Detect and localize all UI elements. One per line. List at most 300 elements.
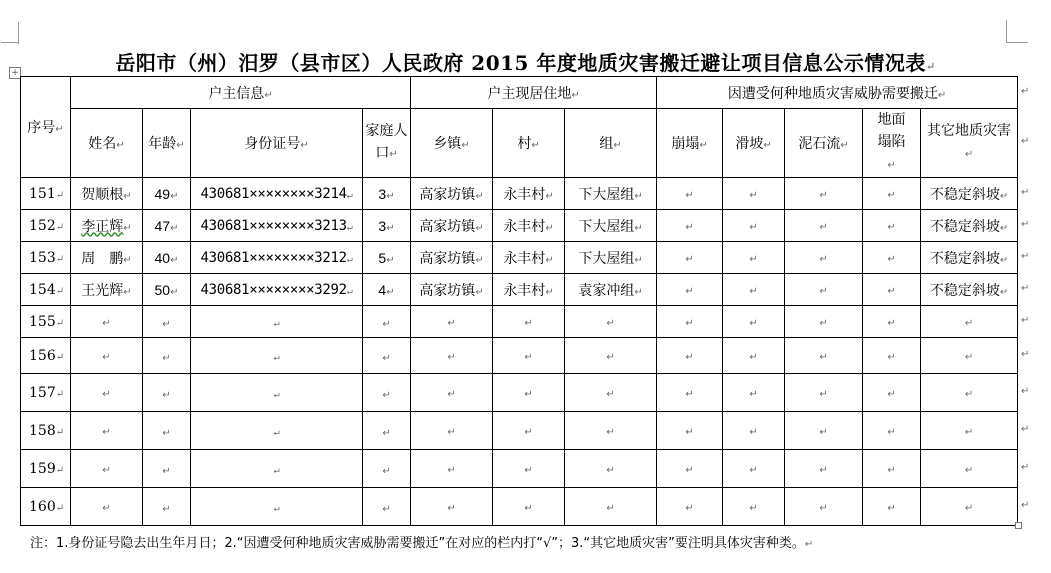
header-town: 乡镇↵ bbox=[411, 109, 493, 178]
paragraph-mark-icon: ↵ bbox=[273, 502, 280, 514]
header-id-number: 身份证号↵ bbox=[191, 109, 363, 178]
paragraph-mark-icon: ↵ bbox=[685, 253, 694, 265]
paragraph-mark-icon: ↵ bbox=[545, 222, 554, 234]
cell-other-hazard[interactable] bbox=[921, 338, 1018, 374]
cell-debris-flow[interactable] bbox=[785, 274, 863, 306]
paragraph-mark-icon: ↵ bbox=[170, 190, 179, 202]
cell-id-number[interactable]: 430681××××××××3213↵ bbox=[191, 210, 363, 242]
paragraph-mark-icon: ↵ bbox=[887, 388, 896, 400]
paragraph-mark-icon: ↵ bbox=[749, 285, 758, 297]
cell-id-number[interactable]: 430681××××××××3212↵ bbox=[191, 242, 363, 274]
cell-landslide[interactable] bbox=[723, 488, 785, 526]
cell-landslide[interactable] bbox=[723, 178, 785, 210]
header-family-size: 家庭人口↵ bbox=[363, 109, 411, 178]
cell-landslide[interactable] bbox=[723, 374, 785, 412]
cell-subsidence[interactable] bbox=[863, 178, 921, 210]
cell-seq[interactable]: 157↵ bbox=[21, 374, 71, 412]
cell-subsidence[interactable] bbox=[863, 488, 921, 526]
row-end-mark-icon: ↵ bbox=[1021, 314, 1030, 326]
paragraph-mark-icon: ↵ bbox=[346, 253, 353, 265]
paragraph-mark-icon: ↵ bbox=[386, 254, 395, 266]
paragraph-mark-icon: ↵ bbox=[524, 426, 533, 438]
paragraph-mark-icon: ↵ bbox=[606, 351, 615, 363]
cell-id-number[interactable] bbox=[191, 374, 363, 412]
header-owner-info: 户主信息↵ bbox=[71, 77, 411, 109]
paragraph-mark-icon: ↵ bbox=[524, 464, 533, 476]
cell-debris-flow[interactable] bbox=[785, 412, 863, 450]
cell-village[interactable] bbox=[493, 488, 565, 526]
cell-debris-flow[interactable] bbox=[785, 306, 863, 338]
cell-group[interactable]: 袁家冲组↵ bbox=[565, 274, 657, 306]
paragraph-mark-icon: ↵ bbox=[162, 465, 171, 477]
cell-debris-flow[interactable] bbox=[785, 488, 863, 526]
footnote-text: 注：1.身份证号隐去出生年月日；2.“因遭受何种地质灾害威胁需要搬迁”在对应的栏内打“√”；3.“其它地质灾害”要注明具体灾害种类。 bbox=[30, 536, 805, 551]
paragraph-mark-icon: ↵ bbox=[819, 464, 828, 476]
document-title-text: 岳阳市（州）汨罗（县市区）人民政府 2015 年度地质灾害搬迁避让项目信息公示情况表 bbox=[115, 51, 926, 75]
cell-collapse[interactable] bbox=[657, 412, 723, 450]
table-row bbox=[21, 242, 1018, 274]
table-row bbox=[21, 374, 1018, 412]
cell-id-number[interactable] bbox=[191, 412, 363, 450]
paragraph-mark-icon: ↵ bbox=[447, 351, 456, 363]
cell-landslide[interactable] bbox=[723, 242, 785, 274]
paragraph-mark-icon: ↵ bbox=[55, 317, 65, 329]
paragraph-mark-icon: ↵ bbox=[273, 388, 280, 400]
cell-village[interactable]: 永丰村↵ bbox=[493, 178, 565, 210]
cell-debris-flow[interactable] bbox=[785, 178, 863, 210]
paragraph-mark-icon: ↵ bbox=[685, 285, 694, 297]
cell-town[interactable]: 高家坊镇↵ bbox=[411, 242, 493, 274]
cell-group[interactable] bbox=[565, 306, 657, 338]
paragraph-mark-icon: ↵ bbox=[524, 502, 533, 514]
cell-debris-flow[interactable] bbox=[785, 242, 863, 274]
paragraph-mark-icon: ↵ bbox=[102, 317, 111, 329]
paragraph-mark-icon: ↵ bbox=[524, 351, 533, 363]
paragraph-mark-icon: ↵ bbox=[749, 502, 758, 514]
paragraph-mark-icon: ↵ bbox=[685, 502, 694, 514]
paragraph-mark-icon: ↵ bbox=[887, 317, 896, 329]
cell-other-hazard[interactable]: 不稳定斜坡↵ bbox=[921, 242, 1018, 274]
cell-name[interactable]: 王光辉↵ bbox=[71, 274, 143, 306]
header-row-columns bbox=[21, 109, 1018, 178]
header-hazard-type: 因遭受何种地质灾害威胁需要搬迁↵ bbox=[657, 77, 1018, 109]
cell-village[interactable] bbox=[493, 374, 565, 412]
cell-family-size[interactable] bbox=[363, 306, 411, 338]
cell-town[interactable] bbox=[411, 338, 493, 374]
paragraph-mark-icon: ↵ bbox=[819, 388, 828, 400]
paragraph-mark-icon: ↵ bbox=[170, 222, 179, 234]
paragraph-mark-icon: ↵ bbox=[999, 254, 1009, 266]
cell-name[interactable] bbox=[71, 306, 143, 338]
cell-collapse[interactable] bbox=[657, 242, 723, 274]
cell-age[interactable]: 49↵ bbox=[143, 178, 191, 210]
row-end-mark-icon: ↵ bbox=[1021, 218, 1030, 230]
paragraph-mark-icon: ↵ bbox=[887, 464, 896, 476]
cell-seq[interactable]: 159↵ bbox=[21, 450, 71, 488]
cell-collapse[interactable] bbox=[657, 450, 723, 488]
cell-town[interactable]: 高家坊镇↵ bbox=[411, 210, 493, 242]
paragraph-mark-icon: ↵ bbox=[55, 189, 65, 201]
paragraph-mark-icon: ↵ bbox=[55, 388, 65, 400]
cell-name[interactable]: 李正辉↵ bbox=[71, 210, 143, 242]
cell-family-size[interactable] bbox=[363, 338, 411, 374]
paragraph-mark-icon: ↵ bbox=[447, 388, 456, 400]
cell-group[interactable] bbox=[565, 338, 657, 374]
paragraph-mark-icon: ↵ bbox=[386, 190, 395, 202]
cell-other-hazard[interactable] bbox=[921, 306, 1018, 338]
cell-debris-flow[interactable] bbox=[785, 338, 863, 374]
cell-id-number[interactable] bbox=[191, 306, 363, 338]
paragraph-mark-icon: ↵ bbox=[447, 464, 456, 476]
paragraph-mark-icon: ↵ bbox=[346, 285, 353, 297]
cell-landslide[interactable] bbox=[723, 306, 785, 338]
cell-other-hazard[interactable] bbox=[921, 374, 1018, 412]
paragraph-mark-icon: ↵ bbox=[685, 317, 694, 329]
cell-subsidence[interactable] bbox=[863, 242, 921, 274]
cell-collapse[interactable] bbox=[657, 306, 723, 338]
paragraph-mark-icon: ↵ bbox=[964, 502, 974, 514]
cell-group[interactable]: 下大屋组↵ bbox=[565, 178, 657, 210]
cell-age[interactable]: 47↵ bbox=[143, 210, 191, 242]
paragraph-mark-icon: ↵ bbox=[447, 426, 456, 438]
cell-debris-flow[interactable] bbox=[785, 374, 863, 412]
cell-subsidence[interactable] bbox=[863, 274, 921, 306]
table-row bbox=[21, 178, 1018, 210]
cell-name[interactable]: 贺顺根↵ bbox=[71, 178, 143, 210]
cell-town[interactable] bbox=[411, 374, 493, 412]
cell-seq[interactable]: 158↵ bbox=[21, 412, 71, 450]
cell-seq[interactable]: 156↵ bbox=[21, 338, 71, 374]
paragraph-mark-icon: ↵ bbox=[382, 352, 391, 364]
cell-town[interactable]: 高家坊镇↵ bbox=[411, 178, 493, 210]
cell-name[interactable] bbox=[71, 374, 143, 412]
paragraph-mark-icon: ↵ bbox=[819, 253, 828, 265]
cell-collapse[interactable] bbox=[657, 274, 723, 306]
cell-seq[interactable]: 152↵ bbox=[21, 210, 71, 242]
paragraph-mark-icon: ↵ bbox=[55, 221, 65, 233]
header-name: 姓名↵ bbox=[71, 109, 143, 178]
cell-village[interactable]: 永丰村↵ bbox=[493, 210, 565, 242]
header-village: 村↵ bbox=[493, 109, 565, 178]
paragraph-mark-icon: ↵ bbox=[887, 189, 896, 201]
paragraph-mark-icon: ↵ bbox=[685, 426, 694, 438]
paragraph-mark-icon: ↵ bbox=[606, 426, 615, 438]
row-end-mark-icon: ↵ bbox=[1021, 385, 1030, 397]
paragraph-mark-icon: ↵ bbox=[887, 351, 896, 363]
table-row bbox=[21, 488, 1018, 526]
paragraph-mark-icon: ↵ bbox=[447, 502, 456, 514]
table-body bbox=[21, 178, 1018, 526]
cell-name[interactable] bbox=[71, 488, 143, 526]
cell-seq[interactable]: 151↵ bbox=[21, 178, 71, 210]
paragraph-mark-icon: ↵ bbox=[55, 464, 65, 476]
paragraph-mark-icon: ↵ bbox=[999, 222, 1009, 234]
row-end-mark-icon: ↵ bbox=[1021, 461, 1030, 473]
paragraph-mark-icon: ↵ bbox=[162, 427, 171, 439]
cell-age[interactable] bbox=[143, 338, 191, 374]
paragraph-mark-icon: ↵ bbox=[804, 539, 814, 550]
paragraph-mark-icon: ↵ bbox=[382, 389, 391, 401]
paragraph-mark-icon: ↵ bbox=[273, 426, 280, 438]
cell-seq[interactable]: 155↵ bbox=[21, 306, 71, 338]
cell-subsidence[interactable] bbox=[863, 210, 921, 242]
row-end-mark-icon: ↵ bbox=[1021, 85, 1030, 97]
cell-other-hazard[interactable] bbox=[921, 450, 1018, 488]
paragraph-mark-icon: ↵ bbox=[382, 465, 391, 477]
cell-age[interactable]: 50↵ bbox=[143, 274, 191, 306]
paragraph-mark-icon: ↵ bbox=[749, 464, 758, 476]
cell-village[interactable]: 永丰村↵ bbox=[493, 242, 565, 274]
cell-debris-flow[interactable] bbox=[785, 450, 863, 488]
cell-family-size[interactable] bbox=[363, 412, 411, 450]
cell-family-size[interactable]: 5↵ bbox=[363, 242, 411, 274]
paragraph-mark-icon: ↵ bbox=[545, 254, 554, 266]
header-residence: 户主现居住地↵ bbox=[411, 77, 657, 109]
paragraph-mark-icon: ↵ bbox=[749, 253, 758, 265]
cell-debris-flow[interactable] bbox=[785, 210, 863, 242]
cell-landslide[interactable] bbox=[723, 450, 785, 488]
cell-group[interactable] bbox=[565, 374, 657, 412]
paragraph-mark-icon: ↵ bbox=[123, 222, 132, 234]
paragraph-mark-icon: ↵ bbox=[606, 464, 615, 476]
cell-age[interactable]: 40↵ bbox=[143, 242, 191, 274]
paragraph-mark-icon: ↵ bbox=[162, 503, 171, 515]
cell-group[interactable] bbox=[565, 488, 657, 526]
cell-collapse[interactable] bbox=[657, 210, 723, 242]
cell-group[interactable]: 下大屋组↵ bbox=[565, 242, 657, 274]
cell-name[interactable]: 周 鹏↵ bbox=[71, 242, 143, 274]
header-age: 年龄↵ bbox=[143, 109, 191, 178]
paragraph-mark-icon: ↵ bbox=[102, 464, 111, 476]
paragraph-mark-icon: ↵ bbox=[749, 317, 758, 329]
paragraph-mark-icon: ↵ bbox=[273, 351, 280, 363]
page-corner-mark-left bbox=[0, 22, 19, 44]
cell-name[interactable] bbox=[71, 450, 143, 488]
row-end-mark-icon: ↵ bbox=[1021, 250, 1030, 262]
cell-other-hazard[interactable] bbox=[921, 488, 1018, 526]
paragraph-mark-icon: ↵ bbox=[749, 426, 758, 438]
cell-age[interactable] bbox=[143, 412, 191, 450]
paragraph-mark-icon: ↵ bbox=[819, 189, 828, 201]
cell-id-number[interactable] bbox=[191, 488, 363, 526]
paragraph-mark-icon: ↵ bbox=[999, 286, 1009, 298]
cell-seq[interactable]: 160↵ bbox=[21, 488, 71, 526]
paragraph-mark-icon: ↵ bbox=[123, 286, 132, 298]
paragraph-mark-icon: ↵ bbox=[475, 286, 484, 298]
paragraph-mark-icon: ↵ bbox=[273, 317, 280, 329]
paragraph-mark-icon: ↵ bbox=[55, 253, 65, 265]
paragraph-mark-icon: ↵ bbox=[545, 286, 554, 298]
paragraph-mark-icon: ↵ bbox=[749, 189, 758, 201]
cell-name[interactable] bbox=[71, 412, 143, 450]
cell-collapse[interactable] bbox=[657, 178, 723, 210]
cell-subsidence[interactable] bbox=[863, 412, 921, 450]
header-landslide: 滑坡↵ bbox=[723, 109, 785, 178]
cell-family-size[interactable]: 4↵ bbox=[363, 274, 411, 306]
paragraph-mark-icon: ↵ bbox=[102, 351, 111, 363]
header-other-hazard: 其它地质灾害↵ bbox=[921, 109, 1018, 178]
cell-age[interactable] bbox=[143, 488, 191, 526]
cell-village[interactable] bbox=[493, 306, 565, 338]
cell-group[interactable] bbox=[565, 450, 657, 488]
table-row bbox=[21, 450, 1018, 488]
paragraph-mark-icon: ↵ bbox=[999, 190, 1009, 202]
cell-family-size[interactable]: 3↵ bbox=[363, 210, 411, 242]
cell-group[interactable] bbox=[565, 412, 657, 450]
cell-other-hazard[interactable]: 不稳定斜坡↵ bbox=[921, 210, 1018, 242]
cell-collapse[interactable] bbox=[657, 338, 723, 374]
cell-seq[interactable]: 153↵ bbox=[21, 242, 71, 274]
cell-age[interactable] bbox=[143, 306, 191, 338]
paragraph-mark-icon: ↵ bbox=[634, 254, 643, 266]
paragraph-mark-icon: ↵ bbox=[887, 253, 896, 265]
table-row bbox=[21, 306, 1018, 338]
paragraph-mark-icon: ↵ bbox=[382, 318, 391, 330]
paragraph-mark-icon: ↵ bbox=[964, 388, 974, 400]
cell-id-number[interactable] bbox=[191, 450, 363, 488]
cell-landslide[interactable] bbox=[723, 338, 785, 374]
cell-village[interactable] bbox=[493, 450, 565, 488]
paragraph-mark-icon: ↵ bbox=[819, 351, 828, 363]
paragraph-mark-icon: ↵ bbox=[964, 426, 974, 438]
paragraph-mark-icon: ↵ bbox=[749, 351, 758, 363]
paragraph-mark-icon: ↵ bbox=[964, 464, 974, 476]
cell-family-size[interactable] bbox=[363, 450, 411, 488]
paragraph-mark-icon: ↵ bbox=[386, 286, 395, 298]
cell-subsidence[interactable] bbox=[863, 306, 921, 338]
paragraph-mark-icon: ↵ bbox=[819, 221, 828, 233]
paragraph-mark-icon: ↵ bbox=[819, 426, 828, 438]
paragraph-mark-icon: ↵ bbox=[819, 502, 828, 514]
paragraph-mark-icon: ↵ bbox=[102, 502, 111, 514]
cell-group[interactable]: 下大屋组↵ bbox=[565, 210, 657, 242]
cell-landslide[interactable] bbox=[723, 274, 785, 306]
cell-family-size[interactable] bbox=[363, 488, 411, 526]
paragraph-mark-icon: ↵ bbox=[685, 351, 694, 363]
paragraph-mark-icon: ↵ bbox=[634, 286, 643, 298]
cell-family-size[interactable]: 3↵ bbox=[363, 178, 411, 210]
cell-town[interactable] bbox=[411, 306, 493, 338]
paragraph-mark-icon: ↵ bbox=[606, 317, 615, 329]
cell-town[interactable] bbox=[411, 488, 493, 526]
cell-subsidence[interactable] bbox=[863, 450, 921, 488]
cell-subsidence[interactable] bbox=[863, 338, 921, 374]
paragraph-mark-icon: ↵ bbox=[55, 351, 65, 363]
paragraph-mark-icon: ↵ bbox=[162, 389, 171, 401]
cell-subsidence[interactable] bbox=[863, 374, 921, 412]
paragraph-mark-icon: ↵ bbox=[170, 254, 179, 266]
cell-seq[interactable]: 154↵ bbox=[21, 274, 71, 306]
row-end-mark-icon: ↵ bbox=[1021, 136, 1030, 147]
row-end-mark-icon: ↵ bbox=[1021, 499, 1030, 511]
paragraph-mark-icon: ↵ bbox=[447, 317, 456, 329]
paragraph-mark-icon: ↵ bbox=[634, 222, 643, 234]
cell-collapse[interactable] bbox=[657, 374, 723, 412]
cell-other-hazard[interactable]: 不稳定斜坡↵ bbox=[921, 274, 1018, 306]
paragraph-mark-icon: ↵ bbox=[685, 388, 694, 400]
cell-town[interactable] bbox=[411, 412, 493, 450]
paragraph-mark-icon: ↵ bbox=[346, 221, 353, 233]
paragraph-mark-icon: ↵ bbox=[606, 388, 615, 400]
row-end-mark-icon: ↵ bbox=[1021, 423, 1030, 435]
paragraph-mark-icon: ↵ bbox=[685, 221, 694, 233]
row-end-mark-icon: ↵ bbox=[1021, 282, 1030, 294]
info-table bbox=[20, 76, 1018, 526]
table-row bbox=[21, 412, 1018, 450]
header-seq: 序号↵ bbox=[21, 77, 71, 178]
table-move-icon[interactable]: + bbox=[9, 67, 21, 79]
paragraph-mark-icon: ↵ bbox=[475, 222, 484, 234]
paragraph-mark-icon: ↵ bbox=[545, 190, 554, 202]
header-group: 组↵ bbox=[565, 109, 657, 178]
paragraph-mark-icon: ↵ bbox=[749, 221, 758, 233]
cell-town[interactable] bbox=[411, 450, 493, 488]
paragraph-mark-icon: ↵ bbox=[123, 254, 132, 266]
cell-landslide[interactable] bbox=[723, 412, 785, 450]
paragraph-mark-icon: ↵ bbox=[475, 190, 484, 202]
paragraph-mark-icon: ↵ bbox=[749, 388, 758, 400]
paragraph-mark-icon: ↵ bbox=[382, 503, 391, 515]
paragraph-mark-icon: ↵ bbox=[55, 426, 65, 438]
paragraph-mark-icon: ↵ bbox=[606, 502, 615, 514]
cell-other-hazard[interactable]: 不稳定斜坡↵ bbox=[921, 178, 1018, 210]
paragraph-mark-icon: ↵ bbox=[162, 352, 171, 364]
document-title bbox=[0, 47, 1051, 76]
table-row bbox=[21, 338, 1018, 374]
paragraph-mark-icon: ↵ bbox=[475, 254, 484, 266]
cell-village[interactable] bbox=[493, 412, 565, 450]
paragraph-mark-icon: ↵ bbox=[887, 502, 896, 514]
cell-landslide[interactable] bbox=[723, 210, 785, 242]
cell-town[interactable]: 高家坊镇↵ bbox=[411, 274, 493, 306]
paragraph-mark-icon: ↵ bbox=[386, 222, 395, 234]
header-collapse: 崩塌↵ bbox=[657, 109, 723, 178]
cell-id-number[interactable] bbox=[191, 338, 363, 374]
cell-age[interactable] bbox=[143, 374, 191, 412]
paragraph-mark-icon: ↵ bbox=[524, 388, 533, 400]
paragraph-mark-icon: ↵ bbox=[162, 318, 171, 330]
cell-village[interactable]: 永丰村↵ bbox=[493, 274, 565, 306]
paragraph-mark-icon: ↵ bbox=[685, 189, 694, 201]
paragraph-mark-icon: ↵ bbox=[964, 317, 974, 329]
paragraph-mark-icon: ↵ bbox=[346, 189, 353, 201]
cell-family-size[interactable] bbox=[363, 374, 411, 412]
footnote bbox=[30, 532, 813, 551]
cell-id-number[interactable]: 430681××××××××3292↵ bbox=[191, 274, 363, 306]
paragraph-mark-icon: ↵ bbox=[887, 221, 896, 233]
cell-village[interactable] bbox=[493, 338, 565, 374]
paragraph-mark-icon: ↵ bbox=[685, 464, 694, 476]
header-row-group bbox=[21, 77, 1018, 109]
cell-name[interactable] bbox=[71, 338, 143, 374]
cell-other-hazard[interactable] bbox=[921, 412, 1018, 450]
paragraph-mark-icon: ↵ bbox=[887, 426, 896, 438]
paragraph-mark-icon: ↵ bbox=[964, 351, 974, 363]
row-end-mark-icon: ↵ bbox=[1021, 348, 1030, 360]
table-row bbox=[21, 210, 1018, 242]
paragraph-mark-icon: ↵ bbox=[102, 426, 111, 438]
paragraph-mark-icon: ↵ bbox=[819, 285, 828, 297]
cell-collapse[interactable] bbox=[657, 488, 723, 526]
paragraph-mark-icon: ↵ bbox=[55, 502, 65, 514]
paragraph-mark-icon: ↵ bbox=[524, 317, 533, 329]
table-resize-handle[interactable] bbox=[1015, 522, 1022, 529]
header-subsidence: 地面塌陷↵ bbox=[863, 109, 921, 178]
paragraph-mark-icon: ↵ bbox=[634, 190, 643, 202]
paragraph-mark-icon: ↵ bbox=[55, 285, 65, 297]
cell-age[interactable] bbox=[143, 450, 191, 488]
cell-id-number[interactable]: 430681××××××××3214↵ bbox=[191, 178, 363, 210]
